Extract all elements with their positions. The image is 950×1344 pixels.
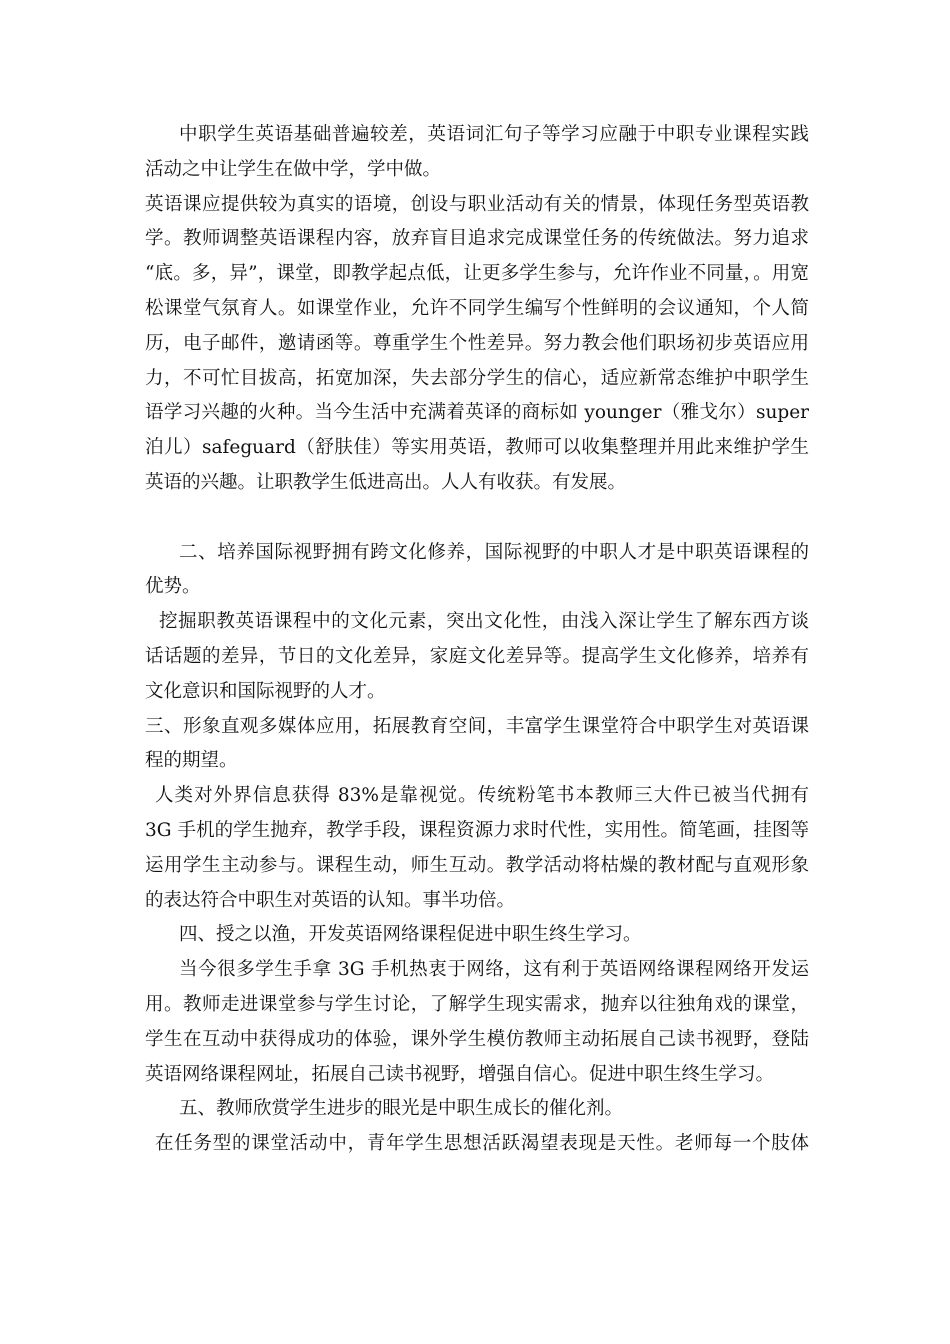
paragraph-line: 学生在互动中获得成功的体验，课外学生模仿教师主动拓展自己读书视野，登陆 [145, 1028, 809, 1050]
section-heading: 三、形象直观多媒体应用，拓展教育空间，丰富学生课堂符合中职学生对英语课 [145, 715, 809, 737]
paragraph-line: 挖掘职教英语课程中的文化元素，突出文化性，由浅入深让学生了解东西方谈 [159, 611, 809, 633]
paragraph-line: 3G 手机的学生抛弃，教学手段，课程资源力求时代性，实用性。简笔画，挂图等 [145, 819, 809, 841]
paragraph-line: 中职学生英语基础普遍较差，英语词汇句子等学习应融于中职专业课程实践 [179, 124, 809, 145]
section-heading: 二、培养国际视野拥有跨文化修养，国际视野的中职人才是中职英语课程的 [179, 541, 809, 563]
paragraph-line: 的表达符合中职生对英语的认知。事半功倍。 [145, 889, 516, 911]
paragraph-line: 松课堂气氛育人。如课堂作业，允许不同学生编写个性鲜明的会议通知，个人简 [145, 297, 809, 319]
paragraph-line: 语学习兴趣的火种。当今生活中充满着英译的商标如 younger（雅戈尔）super [145, 402, 809, 424]
paragraph-line: 历，电子邮件，邀请函等。尊重学生个性差异。努力教会他们职场初步英语应用 [145, 332, 809, 354]
paragraph-line: 用。教师走进课堂参与学生讨论，了解学生现实需求，抛弃以往独角戏的课堂， [145, 993, 809, 1015]
paragraph-line: 泊儿）safeguard（舒肤佳）等实用英语，教师可以收集整理并用此来维护学生 [145, 437, 809, 459]
paragraph-line: 英语网络课程网址，拓展自己读书视野，增强自信心。促进中职生终生学习。 [145, 1063, 775, 1085]
paragraph-line: “底。多，异”，课堂，即教学起点低，让更多学生参与，允许作业不同量，。用宽 [145, 263, 809, 285]
section-heading: 五、教师欣赏学生进步的眼光是中职生成长的催化剂。 [179, 1098, 624, 1120]
paragraph-line: 文化意识和国际视野的人才。 [145, 680, 386, 702]
paragraph-line: 英语的兴趣。让职教学生低进高出。人人有收获。有发展。 [145, 471, 627, 493]
paragraph-line: 在任务型的课堂活动中，青年学生思想活跃渴望表现是天性。老师每一个肢体 [155, 1133, 809, 1155]
paragraph-line: 学。教师调整英语课程内容，放弃盲目追求完成课堂任务的传统做法。努力追求 [145, 228, 809, 250]
paragraph-line: 当今很多学生手拿 3G 手机热衷于网络，这有利于英语网络课程网络开发运 [179, 959, 809, 981]
paragraph-line: 运用学生主动参与。课程生动，师生互动。教学活动将枯燥的教材配与直观形象 [145, 854, 809, 876]
paragraph-line: 人类对外界信息获得 83%是靠视觉。传统粉笔书本教师三大件已被当代拥有 [155, 785, 809, 807]
paragraph-line: 英语课应提供较为真实的语境，创设与职业活动有关的情景，体现任务型英语教 [145, 193, 809, 215]
section-heading: 四、授之以渔，开发英语网络课程促进中职生终生学习。 [179, 924, 642, 946]
paragraph-line: 力，不可忙目拔高，拓宽加深，失去部分学生的信心，适应新常态维护中职学生 [145, 367, 809, 389]
paragraph-line: 话话题的差异，节日的文化差异，家庭文化差异等。提高学生文化修养，培养有 [145, 645, 809, 667]
section-heading: 优势。 [145, 576, 201, 598]
paragraph-line: 活动之中让学生在做中学，学中做。 [145, 158, 442, 180]
section-heading: 程的期望。 [145, 750, 238, 772]
document-body [145, 118, 809, 1162]
